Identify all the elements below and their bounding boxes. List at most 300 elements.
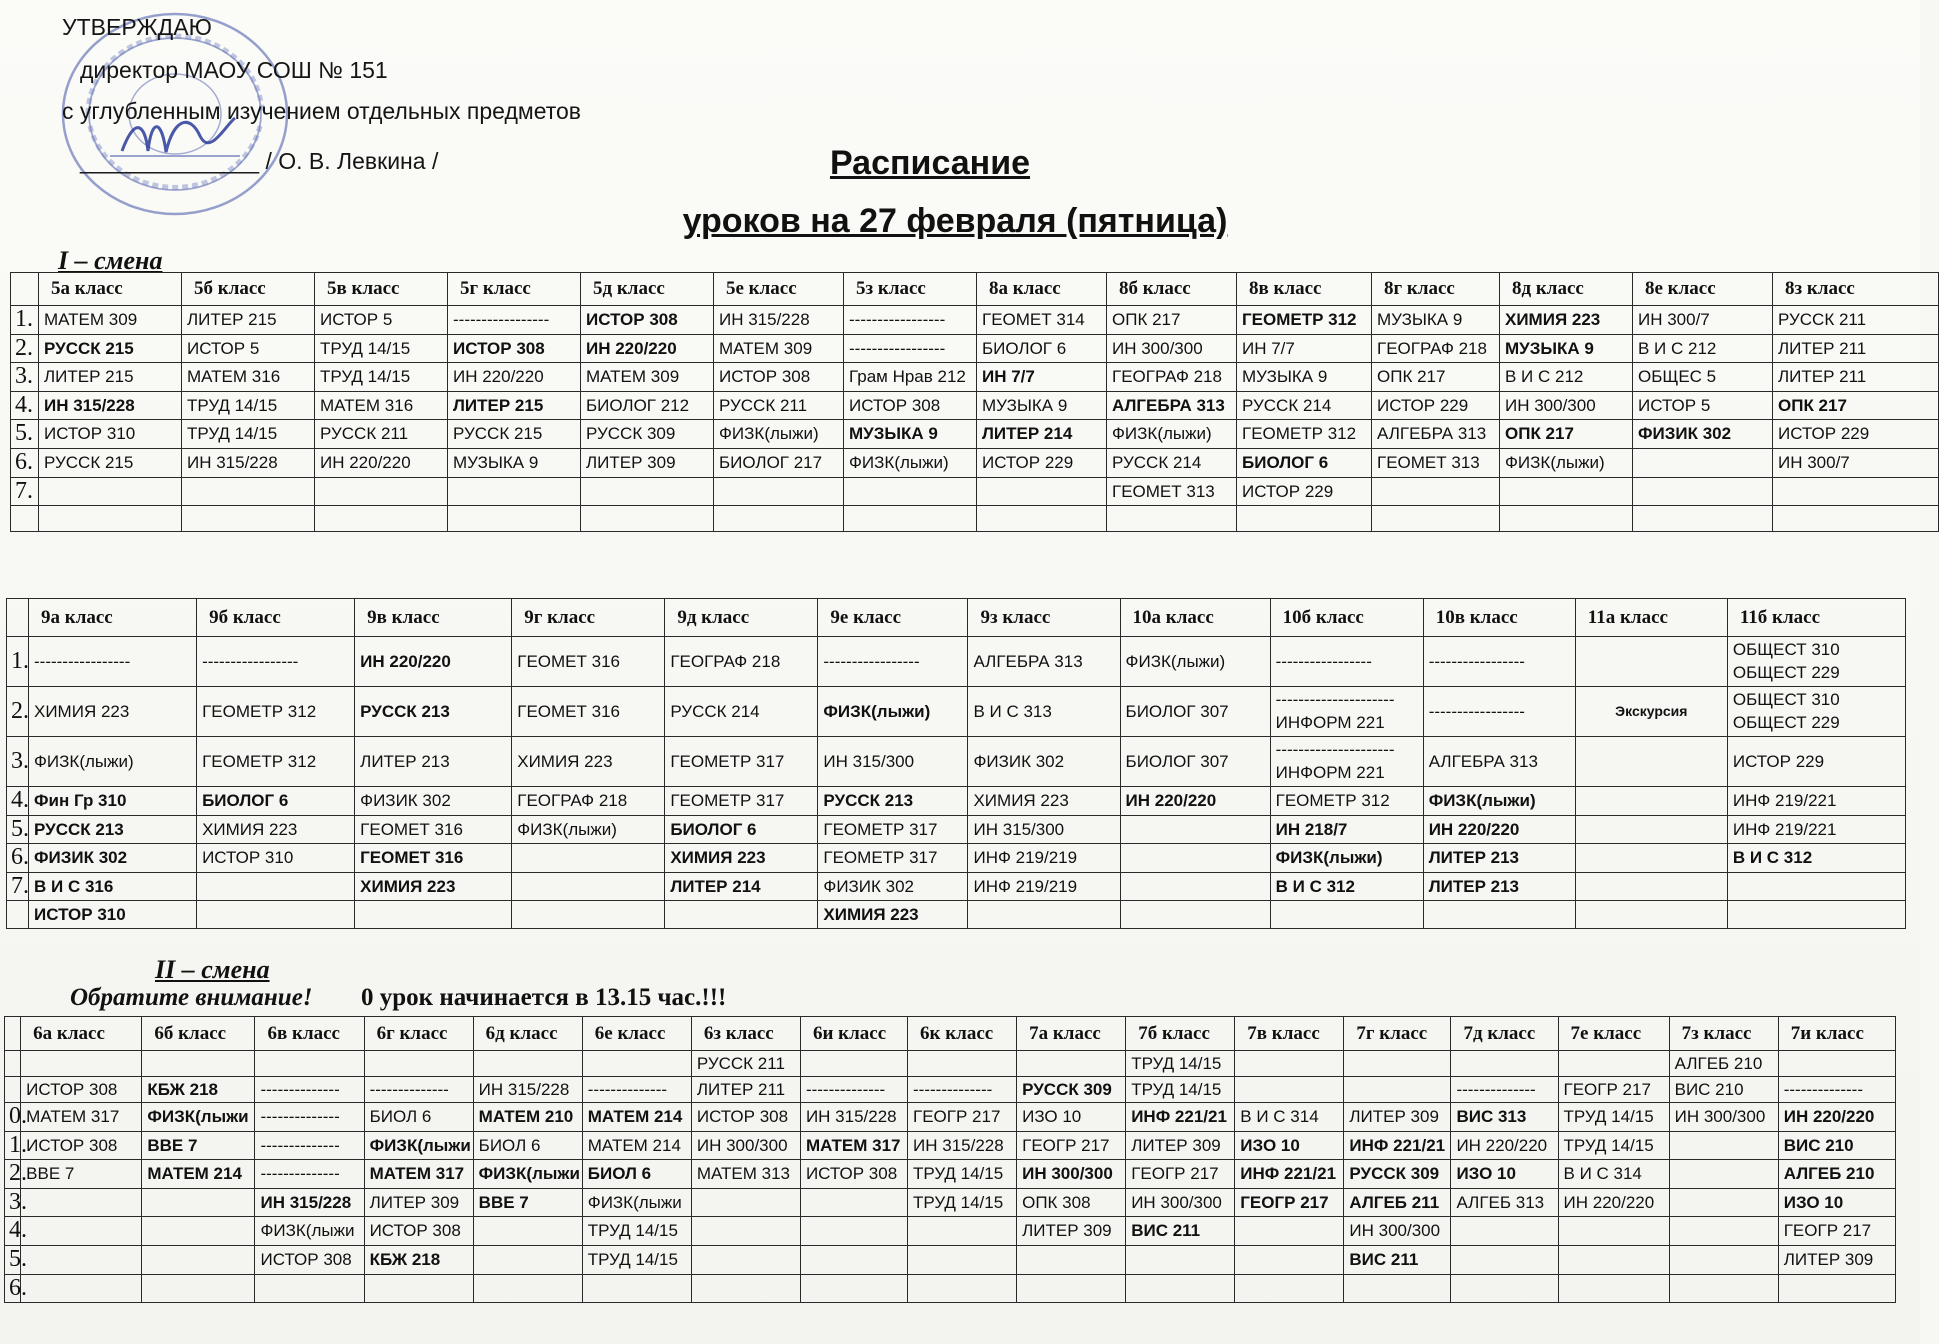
lesson-cell: ВВЕ 7 — [473, 1188, 582, 1217]
lesson-cell: АЛГЕБ 313 — [1451, 1188, 1558, 1217]
lesson-cell: ИСТОР 229 — [1773, 420, 1939, 449]
lesson-cell — [800, 1274, 907, 1303]
class-header: 7д класс — [1451, 1017, 1558, 1051]
lesson-cell — [581, 506, 714, 532]
lesson-cell — [512, 844, 665, 873]
lesson-cell: ИН 315/228 — [182, 448, 315, 477]
lesson-cell: ИНФ 221/21 — [1235, 1160, 1344, 1189]
notice-attention: Обратите внимание! — [70, 984, 313, 1011]
lesson-cell: ГЕОГР 217 — [1778, 1217, 1895, 1246]
lesson-cell: ЛИТЕР 309 — [1126, 1131, 1235, 1160]
lesson-cell — [473, 1051, 582, 1077]
lesson-cell — [691, 1274, 800, 1303]
lesson-row — [7, 737, 1906, 787]
lesson-cell — [1727, 872, 1905, 901]
lesson-cell — [142, 1245, 255, 1274]
lesson-number: 2. — [5, 1160, 21, 1189]
lesson-cell: ИСТОР 308 — [364, 1217, 473, 1246]
lesson-cell: -------------- — [255, 1160, 364, 1189]
lesson-cell — [1120, 844, 1270, 873]
lesson-cell — [142, 1274, 255, 1303]
lesson-number: 6. — [5, 1274, 21, 1303]
lesson-cell: ----------------- — [1423, 637, 1575, 687]
lesson-cell: ОПК 217 — [1372, 363, 1500, 392]
lesson-cell: ГЕОГРАФ 218 — [1107, 363, 1237, 392]
lesson-cell: ИЗО 10 — [1778, 1188, 1895, 1217]
lesson-number — [5, 1077, 21, 1103]
lesson-cell — [255, 1051, 364, 1077]
lesson-cell — [21, 1274, 142, 1303]
lesson-cell: ИН 315/300 — [968, 815, 1120, 844]
lesson-cell: МАТЕМ 317 — [364, 1160, 473, 1189]
lesson-cell: ТРУД 14/15 — [1558, 1103, 1669, 1132]
lesson-cell: ОПК 217 — [1107, 306, 1237, 335]
lesson-cell: ВИС 313 — [1451, 1103, 1558, 1132]
lesson-cell: ВИС 211 — [1126, 1217, 1235, 1246]
lesson-cell — [1017, 1274, 1126, 1303]
lesson-cell: ХИМИЯ 223 — [818, 901, 968, 929]
lesson-row — [7, 872, 1906, 901]
lesson-cell: Грам Нрав 212 — [844, 363, 977, 392]
lesson-cell — [315, 506, 448, 532]
lesson-row — [5, 1103, 1896, 1132]
lesson-number: 4. — [7, 787, 29, 816]
class-header: 9з класс — [968, 599, 1120, 637]
lesson-cell: ИН 315/228 — [255, 1188, 364, 1217]
page-title: Расписание — [829, 144, 1031, 182]
lesson-cell: ГЕОГР 217 — [1558, 1077, 1669, 1103]
class-header: 6е класс — [582, 1017, 691, 1051]
lesson-cell: ФИЗК(лыжи — [142, 1103, 255, 1132]
lesson-cell — [1235, 1217, 1344, 1246]
lesson-cell: В И С 312 — [1727, 844, 1905, 873]
lesson-cell — [1500, 506, 1633, 532]
lesson-cell: ИСТОР 310 — [197, 844, 355, 873]
lesson-cell — [1773, 477, 1939, 506]
lesson-cell — [512, 872, 665, 901]
lesson-cell: ЛИТЕР 211 — [1773, 334, 1939, 363]
lesson-cell: ЛИТЕР 309 — [1778, 1245, 1895, 1274]
lesson-cell: ТРУД 14/15 — [182, 420, 315, 449]
shift-1-label: I – смена — [58, 246, 163, 275]
lesson-row — [7, 787, 1906, 816]
lesson-cell — [1669, 1188, 1778, 1217]
lesson-cell — [1575, 815, 1727, 844]
lesson-cell: МАТЕМ 316 — [315, 391, 448, 420]
lesson-cell: ИНФ 219/219 — [968, 844, 1120, 873]
lesson-cell: В И С 212 — [1500, 363, 1633, 392]
lesson-cell: МУЗЫКА 9 — [1500, 334, 1633, 363]
lesson-row — [7, 815, 1906, 844]
lesson-cell: ИН 315/228 — [800, 1103, 907, 1132]
lesson-cell: ГЕОМЕТР 312 — [197, 687, 355, 737]
page-subtitle: уроков на 27 февраля (пятница) — [682, 202, 1228, 240]
lesson-cell: РУССК 309 — [1344, 1160, 1451, 1189]
lesson-cell: ХИМИЯ 223 — [512, 737, 665, 787]
class-header: 7и класс — [1778, 1017, 1895, 1051]
class-header: 7г класс — [1344, 1017, 1451, 1051]
lesson-number: 4. — [5, 1217, 21, 1246]
lesson-number-header — [5, 1017, 21, 1051]
lesson-cell — [1778, 1051, 1895, 1077]
lesson-cell: РУССК 309 — [581, 420, 714, 449]
lesson-number: 3. — [5, 1188, 21, 1217]
lesson-row — [11, 363, 1939, 392]
lesson-number: 6. — [11, 448, 39, 477]
lesson-cell: ИН 220/220 — [315, 448, 448, 477]
lesson-cell: КБЖ 218 — [364, 1245, 473, 1274]
lesson-cell: МАТЕМ 210 — [473, 1103, 582, 1132]
lesson-cell: ГЕОГР 217 — [908, 1103, 1017, 1132]
lesson-cell: ГЕОМЕТ 316 — [355, 815, 512, 844]
lesson-cell: АЛГЕБРА 313 — [968, 637, 1120, 687]
lesson-cell — [665, 901, 818, 929]
lesson-number: 1. — [7, 637, 29, 687]
lesson-cell: РУССК 215 — [448, 420, 581, 449]
lesson-cell: -------------- — [255, 1103, 364, 1132]
lesson-number — [5, 1051, 21, 1077]
lesson-cell: ФИЗК(лыжи) — [818, 687, 968, 737]
lesson-cell — [1270, 901, 1423, 929]
lesson-cell: ИСТОР 308 — [21, 1077, 142, 1103]
lesson-cell: ХИМИЯ 223 — [197, 815, 355, 844]
lesson-cell — [1558, 1245, 1669, 1274]
lesson-cell: ГЕОМЕТР 312 — [1270, 787, 1423, 816]
lesson-cell — [714, 477, 844, 506]
lesson-row — [11, 306, 1939, 335]
lesson-cell: ИН 300/300 — [1669, 1103, 1778, 1132]
lesson-cell — [39, 477, 182, 506]
lesson-cell: ----------------- — [1270, 637, 1423, 687]
lesson-cell — [197, 901, 355, 929]
schedule-table-shift1-grades-5-8 — [10, 272, 1939, 532]
lesson-cell — [1500, 477, 1633, 506]
lesson-cell — [1120, 901, 1270, 929]
lesson-number: 3. — [7, 737, 29, 787]
lesson-cell — [1773, 506, 1939, 532]
lesson-cell: ИСТОР 308 — [691, 1103, 800, 1132]
lesson-row — [11, 477, 1939, 506]
class-header: 8д класс — [1500, 273, 1633, 306]
lesson-cell: ГЕОГР 217 — [1235, 1188, 1344, 1217]
lesson-cell: ИСТОР 229 — [1727, 737, 1905, 787]
lesson-cell: ИН 220/220 — [1451, 1131, 1558, 1160]
lesson-row — [11, 448, 1939, 477]
lesson-number: 0. — [5, 1103, 21, 1132]
lesson-cell: ХИМИЯ 223 — [968, 787, 1120, 816]
lesson-cell: ИН 315/228 — [908, 1131, 1017, 1160]
lesson-cell: ИН 300/300 — [691, 1131, 800, 1160]
lesson-cell — [582, 1051, 691, 1077]
lesson-cell: ФИЗК(лыжи — [582, 1188, 691, 1217]
class-header: 10в класс — [1423, 599, 1575, 637]
lesson-cell: ФИЗИК 302 — [355, 787, 512, 816]
lesson-cell — [364, 1051, 473, 1077]
lesson-cell — [800, 1051, 907, 1077]
lesson-cell: ЛИТЕР 309 — [581, 448, 714, 477]
lesson-cell — [977, 506, 1107, 532]
lesson-cell: -------------- — [582, 1077, 691, 1103]
class-header: 8а класс — [977, 273, 1107, 306]
lesson-cell: МУЗЫКА 9 — [1372, 306, 1500, 335]
lesson-cell — [1451, 1245, 1558, 1274]
lesson-cell: БИОЛОГ 212 — [581, 391, 714, 420]
lesson-cell — [1575, 637, 1727, 687]
lesson-cell: ГЕОМЕТР 312 — [1237, 420, 1372, 449]
lesson-cell: ИСТОР 308 — [714, 363, 844, 392]
lesson-cell: ФИЗИК 302 — [1633, 420, 1773, 449]
lesson-cell: ФИЗИК 302 — [29, 844, 197, 873]
lesson-cell — [1237, 506, 1372, 532]
lesson-cell — [1727, 901, 1905, 929]
lesson-cell — [800, 1188, 907, 1217]
lesson-cell: ИН 315/228 — [473, 1077, 582, 1103]
lesson-cell — [473, 1217, 582, 1246]
notice-text: 0 урок начинается в 13.15 час.!!! — [361, 984, 727, 1011]
lesson-cell — [448, 506, 581, 532]
lesson-cell: МУЗЫКА 9 — [844, 420, 977, 449]
lesson-cell — [908, 1217, 1017, 1246]
lesson-cell: ----------------- — [844, 306, 977, 335]
lesson-number: 1. — [11, 306, 39, 335]
lesson-cell: ТРУД 14/15 — [908, 1160, 1017, 1189]
class-header: 5д класс — [581, 273, 714, 306]
lesson-cell: ----------------- — [1423, 687, 1575, 737]
lesson-cell — [1633, 477, 1773, 506]
class-header: 5з класс — [844, 273, 977, 306]
lesson-cell: -------------- — [908, 1077, 1017, 1103]
lesson-cell: БИОЛОГ 6 — [977, 334, 1107, 363]
lesson-cell: ХИМИЯ 223 — [355, 872, 512, 901]
lesson-number: 5. — [5, 1245, 21, 1274]
lesson-cell — [1126, 1245, 1235, 1274]
lesson-cell — [1558, 1274, 1669, 1303]
lesson-cell: МАТЕМ 317 — [21, 1103, 142, 1132]
lesson-cell: ИН 220/220 — [1423, 815, 1575, 844]
class-header: 6а класс — [21, 1017, 142, 1051]
lesson-cell: РУССК 215 — [39, 448, 182, 477]
lesson-cell: ----------------- — [448, 306, 581, 335]
class-header: 10б класс — [1270, 599, 1423, 637]
lesson-cell: ХИМИЯ 223 — [665, 844, 818, 873]
lesson-cell: ИСТОР 5 — [1633, 391, 1773, 420]
lesson-cell: ТРУД 14/15 — [908, 1188, 1017, 1217]
lesson-cell — [21, 1217, 142, 1246]
lesson-cell — [1017, 1051, 1126, 1077]
lesson-cell: ИН 220/220 — [1778, 1103, 1895, 1132]
lesson-cell — [844, 506, 977, 532]
lesson-cell: ИСТОР 308 — [844, 391, 977, 420]
lesson-cell: ВИС 211 — [1344, 1245, 1451, 1274]
lesson-cell: ИСТОР 308 — [255, 1245, 364, 1274]
lesson-number: 1. — [5, 1131, 21, 1160]
lesson-row — [5, 1217, 1896, 1246]
lesson-cell — [473, 1274, 582, 1303]
lesson-cell: ФИЗК(лыжи — [364, 1131, 473, 1160]
lesson-cell: ТРУД 14/15 — [1126, 1077, 1235, 1103]
lesson-cell — [1633, 506, 1773, 532]
lesson-cell: ЛИТЕР 215 — [39, 363, 182, 392]
class-header: 6б класс — [142, 1017, 255, 1051]
lesson-number: 2. — [7, 687, 29, 737]
lesson-cell: -------------- — [1778, 1077, 1895, 1103]
lesson-cell-split: --------------------- ИНФОРМ 221 — [1270, 687, 1423, 737]
lesson-cell: ИН 220/220 — [1558, 1188, 1669, 1217]
lesson-cell — [1235, 1051, 1344, 1077]
lesson-cell: ГЕОГРАФ 218 — [512, 787, 665, 816]
lesson-cell: БИОЛОГ 6 — [665, 815, 818, 844]
lesson-cell — [977, 477, 1107, 506]
lesson-row — [5, 1188, 1896, 1217]
notice-line — [70, 984, 726, 1012]
lesson-cell: ИСТОР 310 — [39, 420, 182, 449]
lesson-cell — [1451, 1274, 1558, 1303]
lesson-cell — [1126, 1274, 1235, 1303]
lesson-cell — [1669, 1160, 1778, 1189]
lesson-cell: РУССК 309 — [1017, 1077, 1126, 1103]
class-header: 10а класс — [1120, 599, 1270, 637]
lesson-cell: ФИЗК(лыжи) — [1107, 420, 1237, 449]
lesson-cell — [315, 477, 448, 506]
lesson-cell: ОБЩЕС 5 — [1633, 363, 1773, 392]
lesson-cell: БИОЛ 6 — [582, 1160, 691, 1189]
lesson-row — [5, 1077, 1896, 1103]
lesson-cell: В И С 313 — [968, 687, 1120, 737]
lesson-cell: ИСТОР 308 — [448, 334, 581, 363]
lesson-cell: МАТЕМ 214 — [142, 1160, 255, 1189]
lesson-cell-split: ОБЩЕСТ 310 ОБЩЕСТ 229 — [1727, 687, 1905, 737]
class-header: 6д класс — [473, 1017, 582, 1051]
lesson-cell: ФИЗК(лыжи) — [1423, 787, 1575, 816]
class-header: 8г класс — [1372, 273, 1500, 306]
lesson-cell: БИОЛОГ 6 — [1237, 448, 1372, 477]
lesson-cell: ГЕОМЕТР 312 — [1237, 306, 1372, 335]
lesson-number: 7. — [11, 477, 39, 506]
lesson-cell — [1558, 1217, 1669, 1246]
lesson-row — [5, 1131, 1896, 1160]
lesson-cell: ГЕОМЕТ 313 — [1372, 448, 1500, 477]
lesson-cell: ГЕОГР 217 — [1017, 1131, 1126, 1160]
lesson-cell — [1235, 1274, 1344, 1303]
lesson-cell: ЛИТЕР 309 — [1017, 1217, 1126, 1246]
class-header: 6г класс — [364, 1017, 473, 1051]
lesson-cell — [1575, 872, 1727, 901]
class-header: 9е класс — [818, 599, 968, 637]
lesson-cell — [448, 477, 581, 506]
lesson-cell: ГЕОМЕТР 312 — [197, 737, 355, 787]
lesson-cell: РУССК 214 — [665, 687, 818, 737]
lesson-row — [11, 334, 1939, 363]
lesson-cell: ФИЗК(лыжи) — [29, 737, 197, 787]
lesson-cell: ФИЗК(лыжи — [255, 1217, 364, 1246]
lesson-cell: РУССК 213 — [29, 815, 197, 844]
class-header: 5в класс — [315, 273, 448, 306]
lesson-cell — [691, 1188, 800, 1217]
lesson-number-header — [11, 273, 39, 306]
lesson-cell — [968, 901, 1120, 929]
lesson-cell — [908, 1274, 1017, 1303]
lesson-cell: ГЕОМЕТ 314 — [977, 306, 1107, 335]
lesson-cell: ГЕОМЕТР 317 — [665, 737, 818, 787]
school-description: с углубленным изучением отдельных предметов — [62, 98, 582, 124]
lesson-cell — [21, 1245, 142, 1274]
class-header: 7е класс — [1558, 1017, 1669, 1051]
lesson-cell: Экскурсия — [1575, 687, 1727, 737]
lesson-cell: ФИЗК(лыжи) — [1120, 637, 1270, 687]
lesson-cell: ИЗО 10 — [1017, 1103, 1126, 1132]
lesson-cell: ИНФ 221/21 — [1126, 1103, 1235, 1132]
lesson-cell: ИН 220/220 — [448, 363, 581, 392]
lesson-cell: ИН 300/7 — [1773, 448, 1939, 477]
lesson-cell: МУЗЫКА 9 — [977, 391, 1107, 420]
lesson-cell: БИОЛОГ 217 — [714, 448, 844, 477]
lesson-cell — [800, 1217, 907, 1246]
lesson-cell: БИОЛОГ 307 — [1120, 737, 1270, 787]
lesson-cell: -------------- — [800, 1077, 907, 1103]
lesson-cell: ИСТОР 229 — [1372, 391, 1500, 420]
lesson-cell — [691, 1245, 800, 1274]
lesson-cell: МАТЕМ 214 — [582, 1131, 691, 1160]
class-header: 6в класс — [255, 1017, 364, 1051]
class-header: 7в класс — [1235, 1017, 1344, 1051]
lesson-cell: Фин Гр 310 — [29, 787, 197, 816]
lesson-cell: ФИЗИК 302 — [818, 872, 968, 901]
lesson-cell — [1235, 1077, 1344, 1103]
lesson-cell: ЛИТЕР 215 — [448, 391, 581, 420]
lesson-cell — [581, 477, 714, 506]
approve-label: УТВЕРЖДАЮ — [62, 14, 212, 40]
lesson-cell: ГЕОМЕТ 316 — [355, 844, 512, 873]
lesson-cell: МАТЕМ 309 — [581, 363, 714, 392]
lesson-row — [5, 1051, 1896, 1077]
lesson-cell — [355, 901, 512, 929]
lesson-cell: ГЕОМЕТ 316 — [512, 687, 665, 737]
lesson-cell — [473, 1245, 582, 1274]
lesson-cell: РУССК 211 — [714, 391, 844, 420]
lesson-cell: В И С 314 — [1235, 1103, 1344, 1132]
lesson-cell: ИСТОР 229 — [1237, 477, 1372, 506]
lesson-cell — [1372, 506, 1500, 532]
lesson-cell: ВИС 210 — [1669, 1077, 1778, 1103]
lesson-number: 7. — [7, 872, 29, 901]
lesson-cell — [182, 506, 315, 532]
lesson-cell: АЛГЕБ 210 — [1778, 1160, 1895, 1189]
lesson-row — [11, 420, 1939, 449]
lesson-cell: ЛИТЕР 213 — [1423, 872, 1575, 901]
lesson-cell: ХИМИЯ 223 — [29, 687, 197, 737]
lesson-cell: ИН 300/7 — [1633, 306, 1773, 335]
class-header: 5г класс — [448, 273, 581, 306]
lesson-cell: ГЕОГРАФ 218 — [665, 637, 818, 687]
lesson-row — [5, 1160, 1896, 1189]
lesson-cell — [1451, 1217, 1558, 1246]
lesson-cell: ЛИТЕР 309 — [364, 1188, 473, 1217]
lesson-cell: РУССК 211 — [691, 1051, 800, 1077]
class-header: 5а класс — [39, 273, 182, 306]
schedule-table-shift1-grades-9-11 — [6, 598, 1906, 929]
lesson-cell: АЛГЕБРА 313 — [1423, 737, 1575, 787]
lesson-cell: ЛИТЕР 211 — [1773, 363, 1939, 392]
lesson-cell: В И С 316 — [29, 872, 197, 901]
lesson-row — [7, 687, 1906, 737]
lesson-cell — [1107, 506, 1237, 532]
lesson-cell: ЛИТЕР 214 — [665, 872, 818, 901]
class-header: 9в класс — [355, 599, 512, 637]
lesson-cell: ----------------- — [818, 637, 968, 687]
lesson-cell: ТРУД 14/15 — [1558, 1131, 1669, 1160]
lesson-cell: -------------- — [1451, 1077, 1558, 1103]
lesson-cell: ГЕОМЕТР 317 — [818, 815, 968, 844]
